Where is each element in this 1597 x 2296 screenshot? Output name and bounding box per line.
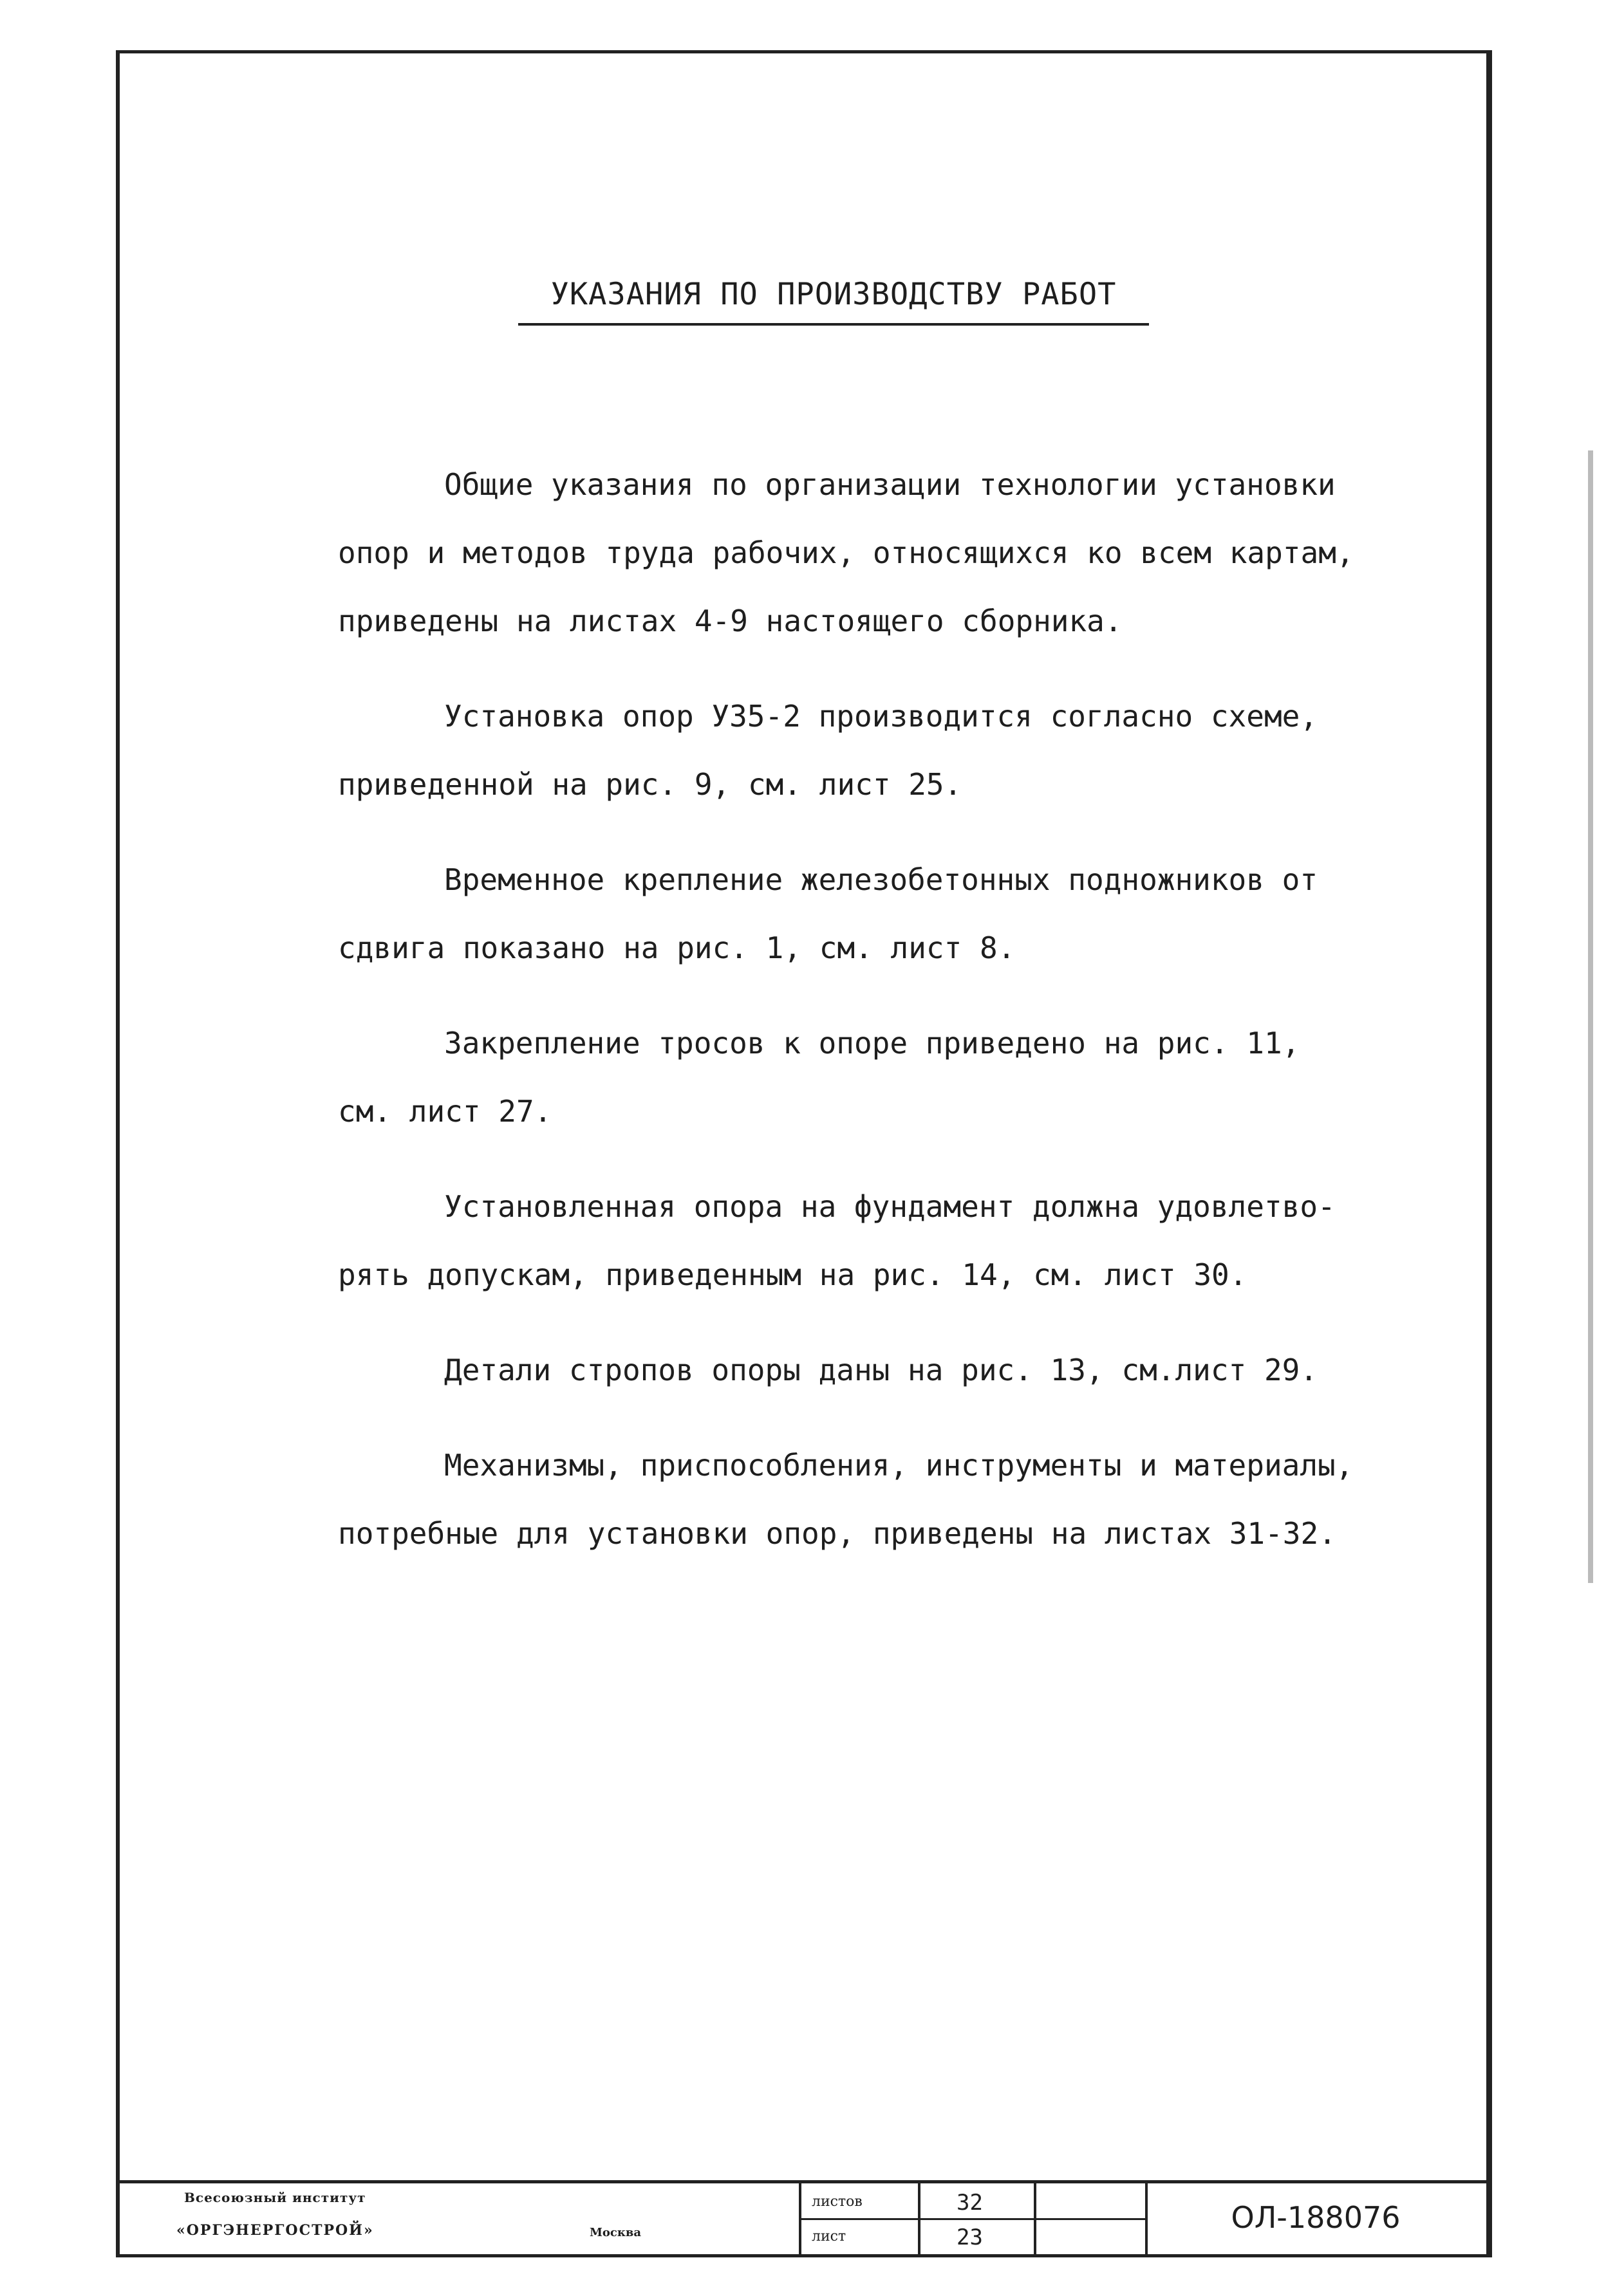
paragraph-slings bbox=[338, 1336, 1484, 1404]
sheets-count: 32 bbox=[957, 2190, 983, 2216]
text-line: см. лист 27. bbox=[338, 1094, 552, 1129]
text-line: приведенной на рис. 9, см. лист 25. bbox=[338, 767, 962, 802]
body-text bbox=[338, 450, 1484, 1595]
paragraph-mechanisms bbox=[338, 1431, 1484, 1568]
paragraph-cable-fixing bbox=[338, 1009, 1484, 1145]
text-line: Закрепление тросов к опоре приведено на рис. 11, bbox=[444, 1026, 1300, 1060]
title-block bbox=[120, 2180, 1486, 2255]
title-underline bbox=[518, 323, 1149, 326]
text-line: Установка опор У35-2 производится согласно схеме, bbox=[444, 699, 1318, 734]
text-line: приведены на листах 4-9 настоящего сборника. bbox=[338, 604, 1123, 638]
text-line: Детали стропов опоры даны на рис. 13, см.лист 29. bbox=[444, 1353, 1318, 1387]
page-title: УКАЗАНИЯ ПО ПРОИЗВОДСТВУ РАБОТ bbox=[550, 277, 1117, 312]
text-line: потребные для установки опор, приведены на листах 31-32. bbox=[338, 1516, 1336, 1551]
stamp-row-divider bbox=[799, 2218, 1145, 2220]
text-line: сдвига показано на рис. 1, см. лист 8. bbox=[338, 930, 1016, 965]
sheets-label: листов bbox=[812, 2194, 863, 2210]
text-line: рять допускам, приведенным на рис. 14, см. лист 30. bbox=[338, 1257, 1247, 1292]
document-code: ОЛ-188076 bbox=[1231, 2200, 1401, 2235]
institute-name: Всесоюзный институт bbox=[184, 2190, 366, 2205]
institute-brand: «ОРГЭНЕРГОСТРОЙ» bbox=[176, 2222, 374, 2239]
paragraph-general bbox=[338, 450, 1484, 655]
text-line: Общие указания по организации технологии установки bbox=[444, 467, 1336, 502]
text-line: Временное крепление железобетонных подножников от bbox=[444, 862, 1318, 897]
sheet-label: лист bbox=[812, 2228, 846, 2245]
sheet-number: 23 bbox=[957, 2225, 983, 2250]
text-line: Установленная опора на фундамент должна удовлетво- bbox=[444, 1189, 1336, 1224]
text-line: опор и методов труда рабочих, относящихся ко всем картам, bbox=[338, 535, 1354, 570]
paragraph-tolerances bbox=[338, 1172, 1484, 1309]
paragraph-temporary-fixing bbox=[338, 846, 1484, 982]
city-label: Москва bbox=[590, 2226, 642, 2239]
text-line: Механизмы, приспособления, инструменты и материалы, bbox=[444, 1448, 1354, 1483]
scan-edge-mark bbox=[1588, 450, 1593, 1583]
paragraph-installation bbox=[338, 682, 1484, 819]
